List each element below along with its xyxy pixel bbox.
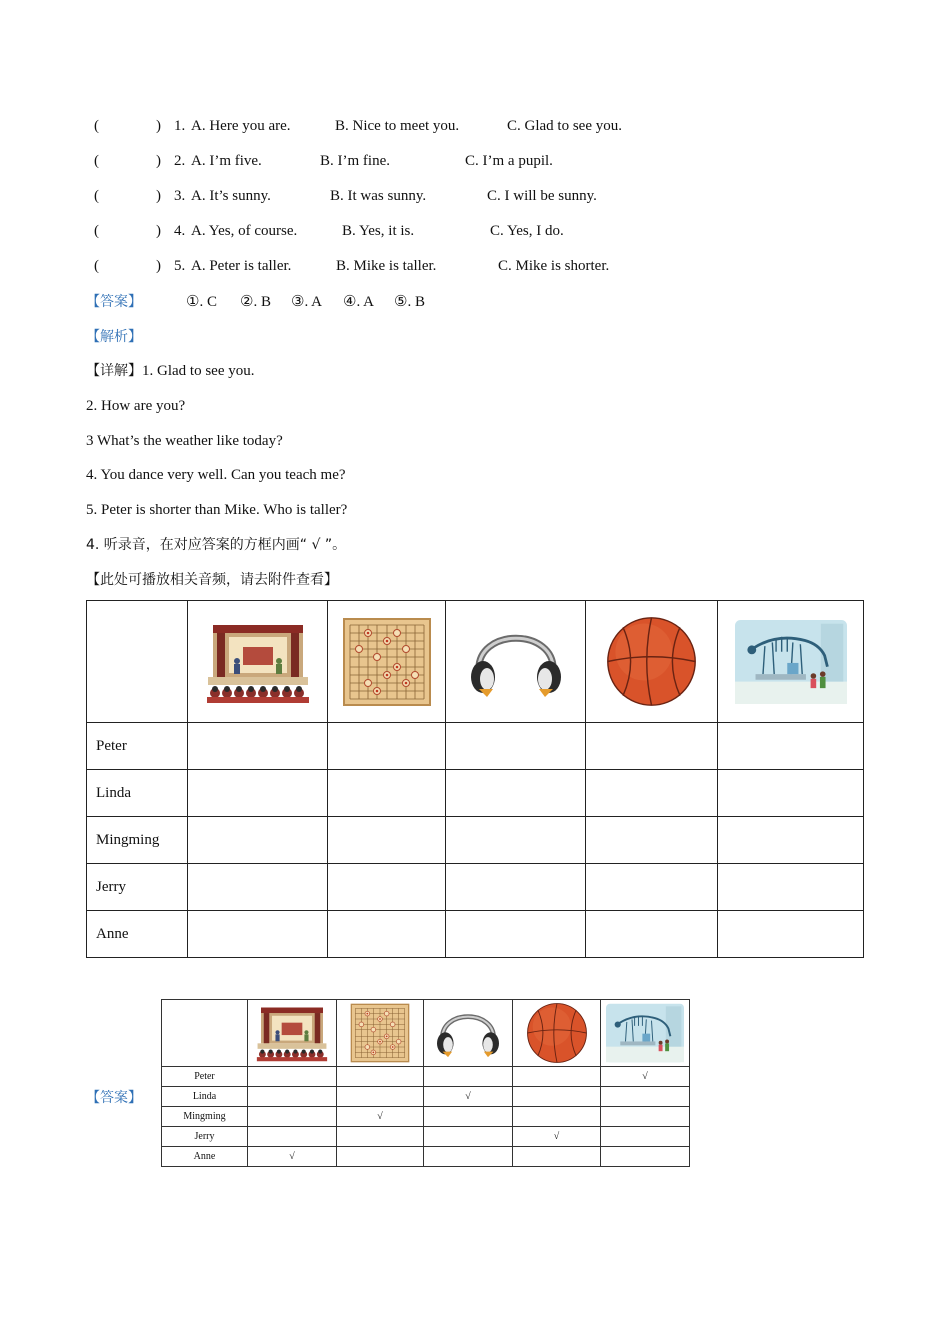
answer-box[interactable]: [718, 723, 864, 770]
headphones-picture: [461, 617, 571, 707]
table-row: [87, 817, 864, 864]
detail-line: 5. Peter is shorter than Mike. Who is taller?: [86, 502, 348, 518]
answer-cell: [424, 1107, 513, 1127]
question-row: [90, 186, 690, 206]
answer-cell: [248, 1107, 337, 1127]
option-a: A. Here you are.: [191, 118, 291, 134]
student-name: Linda: [162, 1087, 248, 1107]
option-c: C. Glad to see you.: [507, 118, 622, 134]
picture-cell: [513, 1000, 601, 1067]
answer-box[interactable]: [188, 817, 328, 864]
student-name: Anne: [162, 1147, 248, 1167]
student-name: Peter: [162, 1067, 248, 1087]
answer-box[interactable]: [188, 911, 328, 958]
picture-cell: [424, 1000, 513, 1067]
question-row: [90, 116, 690, 136]
answer-cell: [513, 1147, 601, 1167]
picture-cell: [718, 601, 864, 723]
answer-item: ③. A: [291, 294, 322, 310]
table-row: [162, 1127, 690, 1147]
museum-dinosaur-picture: [735, 618, 847, 706]
answer-box[interactable]: [328, 770, 446, 817]
task-instruction: 4. 听录音，在对应答案的方框内画“ √ ”。: [86, 537, 347, 553]
table-row: [87, 864, 864, 911]
paren-open: (: [94, 188, 99, 204]
answer-box[interactable]: [188, 770, 328, 817]
answer-cell: [601, 1147, 690, 1167]
option-c: C. I’m a pupil.: [465, 153, 553, 169]
table-row: [162, 1087, 690, 1107]
student-name: Mingming: [162, 1107, 248, 1127]
audio-note: 【此处可播放相关音频，请去附件查看】: [86, 572, 338, 588]
option-b: B. Yes, it is.: [342, 223, 415, 239]
picture-cell: [188, 601, 328, 723]
table-row: [87, 723, 864, 770]
paren-open: (: [94, 258, 99, 274]
option-a: A. Yes, of course.: [191, 223, 298, 239]
paren-open: (: [94, 223, 99, 239]
answer-cell: [337, 1087, 424, 1107]
answer-box[interactable]: [328, 723, 446, 770]
question-number: 2.: [174, 153, 186, 169]
table-row: [162, 1147, 690, 1167]
option-c: C. Yes, I do.: [490, 223, 564, 239]
answer-box[interactable]: [328, 864, 446, 911]
answer-cell: [424, 1127, 513, 1147]
headphones-picture: [430, 1002, 506, 1064]
option-b: B. I’m fine.: [320, 153, 390, 169]
corner-cell: [87, 601, 188, 723]
answer-box[interactable]: [188, 864, 328, 911]
answer-box[interactable]: [586, 770, 718, 817]
answer-box[interactable]: [586, 723, 718, 770]
answer-box[interactable]: [718, 817, 864, 864]
table-row: [87, 770, 864, 817]
answer-box[interactable]: [446, 911, 586, 958]
analysis-label: 【解析】: [86, 329, 142, 345]
student-name: Jerry: [87, 864, 188, 911]
answer-box[interactable]: [446, 817, 586, 864]
answer-label: 【答案】: [86, 1090, 142, 1106]
answer-cell: [337, 1127, 424, 1147]
answer-box[interactable]: [446, 864, 586, 911]
answer-item: ④. A: [343, 294, 374, 310]
answer-box[interactable]: [446, 723, 586, 770]
answer-box[interactable]: [328, 911, 446, 958]
option-a: A. Peter is taller.: [191, 258, 292, 274]
paren-open: (: [94, 118, 99, 134]
paren-close: ): [156, 153, 161, 169]
theatre-stage-picture: [253, 1002, 331, 1064]
answer-cell: [424, 1067, 513, 1087]
paren-close: ): [156, 118, 161, 134]
basketball-picture: [525, 1001, 589, 1065]
paren-close: ): [156, 223, 161, 239]
answer-item: ②. B: [240, 294, 271, 310]
option-c: C. I will be sunny.: [487, 188, 597, 204]
answer-cell: [601, 1087, 690, 1107]
chinese-chess-picture: [342, 617, 432, 707]
answer-box[interactable]: [586, 911, 718, 958]
answer-cell: [337, 1147, 424, 1167]
option-a: A. I’m five.: [191, 153, 262, 169]
answer-box[interactable]: [586, 864, 718, 911]
answer-cell: [513, 1107, 601, 1127]
chinese-chess-picture: [350, 1003, 410, 1063]
check-mark-cell: √: [424, 1087, 513, 1107]
answer-cell: [248, 1067, 337, 1087]
student-name: Anne: [87, 911, 188, 958]
table-row: [162, 1107, 690, 1127]
answer-cell: [248, 1127, 337, 1147]
option-b: B. It was sunny.: [330, 188, 427, 204]
answer-box[interactable]: [188, 723, 328, 770]
answer-box[interactable]: [718, 911, 864, 958]
question-number: 4.: [174, 223, 186, 239]
paren-close: ): [156, 258, 161, 274]
picture-row: [162, 1000, 690, 1067]
picture-cell: [586, 601, 718, 723]
question-number: 1.: [174, 118, 186, 134]
detail-label: 【详解】: [86, 363, 142, 379]
answer-box[interactable]: [328, 817, 446, 864]
paren-open: (: [94, 153, 99, 169]
answer-item: ⑤. B: [394, 294, 425, 310]
table-row: [87, 911, 864, 958]
check-mark-cell: √: [248, 1147, 337, 1167]
question-row: [90, 151, 690, 171]
option-b: B. Mike is taller.: [336, 258, 437, 274]
picture-row: [87, 601, 864, 723]
picture-cell: [601, 1000, 690, 1067]
listening-table: [86, 600, 864, 958]
answer-cell: [601, 1127, 690, 1147]
answer-label: 【答案】: [86, 294, 142, 310]
student-name: Mingming: [87, 817, 188, 864]
option-b: B. Nice to meet you.: [335, 118, 460, 134]
detail-line: 2. How are you?: [86, 398, 186, 414]
answer-cell: [337, 1067, 424, 1087]
answer-item: ①. C: [186, 294, 217, 310]
basketball-picture: [604, 614, 699, 709]
detail-text: 1. Glad to see you.: [142, 363, 255, 379]
corner-cell: [162, 1000, 248, 1067]
detail-line: 4. You dance very well. Can you teach me?: [86, 467, 346, 483]
picture-cell: [337, 1000, 424, 1067]
detail-line: [86, 361, 254, 381]
answer-box[interactable]: [718, 770, 864, 817]
check-mark-cell: √: [337, 1107, 424, 1127]
student-name: Jerry: [162, 1127, 248, 1147]
answer-cell: [424, 1147, 513, 1167]
answer-line: [86, 292, 590, 312]
answer-cell: [601, 1107, 690, 1127]
answer-cell: [513, 1067, 601, 1087]
answer-table: [161, 999, 690, 1167]
picture-cell: [446, 601, 586, 723]
question-number: 5.: [174, 258, 186, 274]
picture-cell: [328, 601, 446, 723]
question-number: 3.: [174, 188, 186, 204]
answer-box[interactable]: [586, 817, 718, 864]
question-row: [90, 221, 690, 241]
answer-box[interactable]: [718, 864, 864, 911]
paren-close: ): [156, 188, 161, 204]
student-name: Linda: [87, 770, 188, 817]
answer-box[interactable]: [446, 770, 586, 817]
museum-dinosaur-picture: [606, 1002, 684, 1064]
table-row: [162, 1067, 690, 1087]
detail-line: 3 What’s the weather like today?: [86, 433, 283, 449]
check-mark-cell: √: [513, 1127, 601, 1147]
answer-cell: [513, 1087, 601, 1107]
theatre-stage-picture: [203, 617, 313, 707]
question-row: [90, 256, 690, 276]
picture-cell: [248, 1000, 337, 1067]
option-a: A. It’s sunny.: [191, 188, 271, 204]
student-name: Peter: [87, 723, 188, 770]
option-c: C. Mike is shorter.: [498, 258, 610, 274]
check-mark-cell: √: [601, 1067, 690, 1087]
answer-cell: [248, 1087, 337, 1107]
